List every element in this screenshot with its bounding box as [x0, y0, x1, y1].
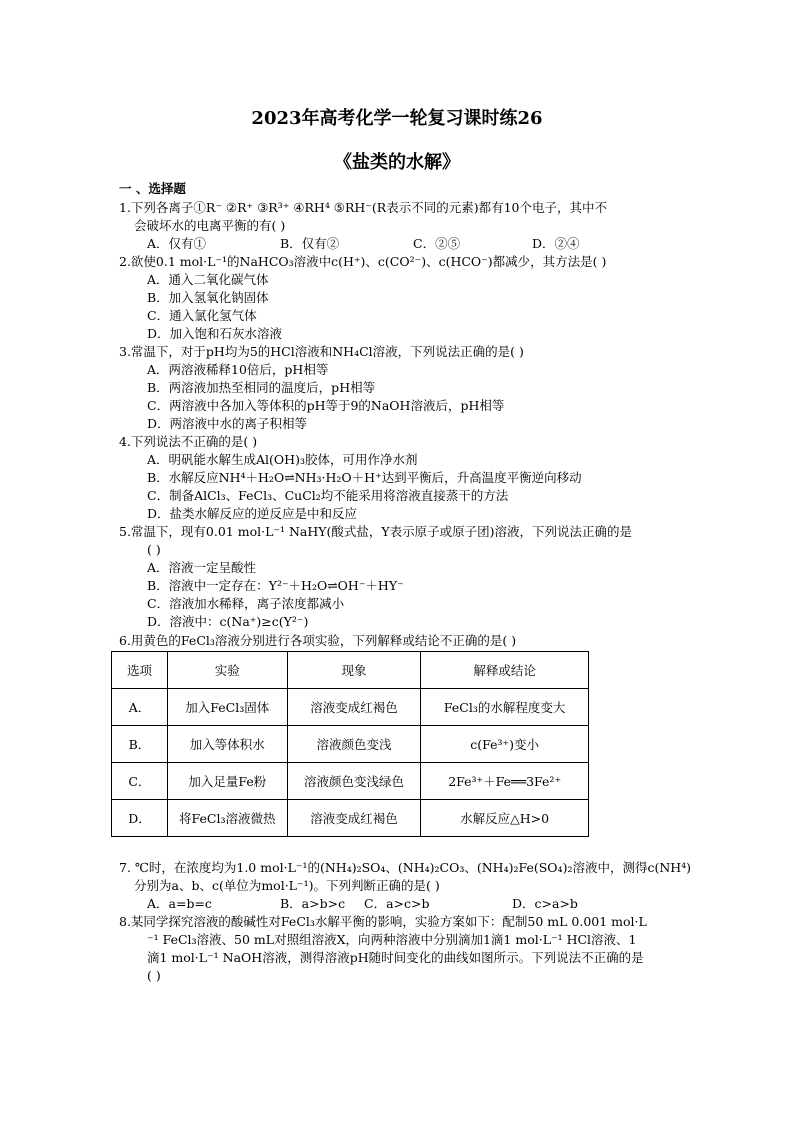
question-8-text-cont: ⁻¹ FeCl₃溶液、50 mL对照组溶液X，向两种溶液中分别滴加1滴1 mol·L⁻¹ HCl溶液、1: [147, 932, 637, 947]
question-8-text: 8.某同学探究溶液的酸碱性对FeCl₃水解平衡的影响，实验方案如下：配制50 mL 0.001 mol·L: [119, 914, 647, 929]
question-5-text-cont: ( ): [147, 542, 161, 557]
question-3-text: 3.常温下，对于pH均为5的HCl溶液和NH₄Cl溶液，下列说法正确的是( ): [119, 344, 524, 359]
table-header-cell: 实验: [167, 652, 287, 689]
question-4-option-a: A．明矾能水解生成Al(OH)₃胶体，可用作净水剂: [147, 452, 418, 467]
question-5-option-a: A．溶液一定呈酸性: [147, 560, 257, 575]
table-cell: 溶液变成红褐色: [287, 689, 421, 726]
table-header-cell: 现象: [287, 652, 421, 689]
question-3-option-d: D．两溶液中水的离子积相等: [147, 416, 308, 431]
table-cell: B．: [112, 726, 168, 763]
table-header-cell: 解释或结论: [421, 652, 589, 689]
table-row: [112, 800, 589, 837]
question-7-text: 7. ℃时，在浓度均为1.0 mol·L⁻¹的(NH₄)₂SO₄、(NH₄)₂CO₃、(NH₄)₂Fe(SO₄)₂溶液中，测得c(NH⁴): [119, 860, 692, 875]
question-3-option-a: A．两溶液稀释10倍后，pH相等: [147, 362, 329, 377]
table-cell: 加入等体积水: [167, 726, 287, 763]
table-cell: 溶液变成红褐色: [287, 800, 421, 837]
question-3-option-b: B．两溶液加热至相同的温度后，pH相等: [147, 380, 376, 395]
table-cell: 加入FeCl₃固体: [167, 689, 287, 726]
question-6-text: 6.用黄色的FeCl₃溶液分别进行各项实验，下列解释或结论不正确的是( ): [119, 633, 517, 648]
section-heading: 一 、选择题: [119, 181, 186, 196]
table-cell: FeCl₃的水解程度变大: [421, 689, 589, 726]
table-row: [112, 726, 589, 763]
question-1-option-d: D．②④: [532, 236, 580, 251]
question-8-text-cont: 滴1 mol·L⁻¹ NaOH溶液，测得溶液pH随时间变化的曲线如图所示。下列说法不正确的是: [147, 950, 644, 965]
question-2-option-d: D．加入饱和石灰水溶液: [147, 326, 283, 341]
question-4-text: 4.下列说法不正确的是( ): [119, 434, 258, 449]
table-cell: 加入足量Fe粉: [167, 763, 287, 800]
question-2-option-a: A．通入二氧化碳气体: [147, 272, 269, 287]
table-cell: 水解反应△H>0: [421, 800, 589, 837]
document-title: 2023年高考化学一轮复习课时练26: [251, 108, 543, 129]
question-4-option-c: C．制备AlCl₃、FeCl₃、CuCl₂均不能采用将溶液直接蒸干的方法: [147, 488, 509, 503]
table-cell: D．: [112, 800, 168, 837]
table-header-cell: 选项: [112, 652, 168, 689]
table-cell: C．: [112, 763, 168, 800]
document-subtitle: 《盐类的水解》: [334, 152, 460, 173]
table-cell: A．: [112, 689, 168, 726]
table-cell: 2Fe³⁺＋Fe══3Fe²⁺: [421, 763, 589, 800]
table-row: [112, 689, 589, 726]
question-7-text-cont: 分别为a、b、c(单位为mol·L⁻¹)。下列判断正确的是( ): [134, 878, 440, 893]
table-cell: 溶液颜色变浅绿色: [287, 763, 421, 800]
experiment-table: [111, 651, 589, 837]
question-5-option-b: B．溶液中一定存在：Y²⁻＋H₂O⇌OH⁻＋HY⁻: [147, 578, 404, 593]
question-1-option-c: C．②⑤: [413, 236, 461, 251]
question-1-option-a: A．仅有①: [147, 236, 207, 251]
table-row: [112, 763, 589, 800]
question-4-option-b: B．水解反应NH⁴＋H₂O⇌NH₃·H₂O＋H⁺达到平衡后，升高温度平衡逆向移动: [147, 470, 582, 485]
question-2-text: 2.欲使0.1 mol·L⁻¹的NaHCO₃溶液中c(H⁺)、c(CO²⁻)、c(HCO⁻)都减少，其方法是( ): [119, 254, 607, 269]
question-5-text: 5.常温下，现有0.01 mol·L⁻¹ NaHY(酸式盐，Y表示原子或原子团)溶液，下列说法正确的是: [119, 524, 633, 539]
table-cell: c(Fe³⁺)变小: [421, 726, 589, 763]
table-cell: 溶液颜色变浅: [287, 726, 421, 763]
question-7-option-d: D．c>a>b: [512, 896, 578, 911]
table-header-row: [112, 652, 589, 689]
question-3-option-c: C．两溶液中各加入等体积的pH等于9的NaOH溶液后，pH相等: [147, 398, 505, 413]
question-2-option-b: B．加入氢氧化钠固体: [147, 290, 269, 305]
question-1-text-cont: 会破坏水的电离平衡的有( ): [134, 218, 286, 233]
question-1-text: 1.下列各离子①R⁻ ②R⁺ ③R³⁺ ④RH⁴ ⑤RH⁻(R表示不同的元素)都有10个电子，其中不: [119, 200, 607, 215]
question-7-option-a: A．a=b=c: [147, 896, 212, 911]
question-4-option-d: D．盐类水解反应的逆反应是中和反应: [147, 506, 358, 521]
question-2-option-c: C．通入氯化氢气体: [147, 308, 257, 323]
question-5-option-d: D．溶液中：c(Na⁺)≥c(Y²⁻): [147, 614, 309, 629]
question-7-option-c: C．a>c>b: [364, 896, 430, 911]
question-7-option-b: B．a>b>c: [280, 896, 346, 911]
question-5-option-c: C．溶液加水稀释，离子浓度都减小: [147, 596, 345, 611]
question-1-option-b: B．仅有②: [280, 236, 340, 251]
question-8-text-cont: ( ): [147, 968, 161, 983]
table-cell: 将FeCl₃溶液微热: [167, 800, 287, 837]
